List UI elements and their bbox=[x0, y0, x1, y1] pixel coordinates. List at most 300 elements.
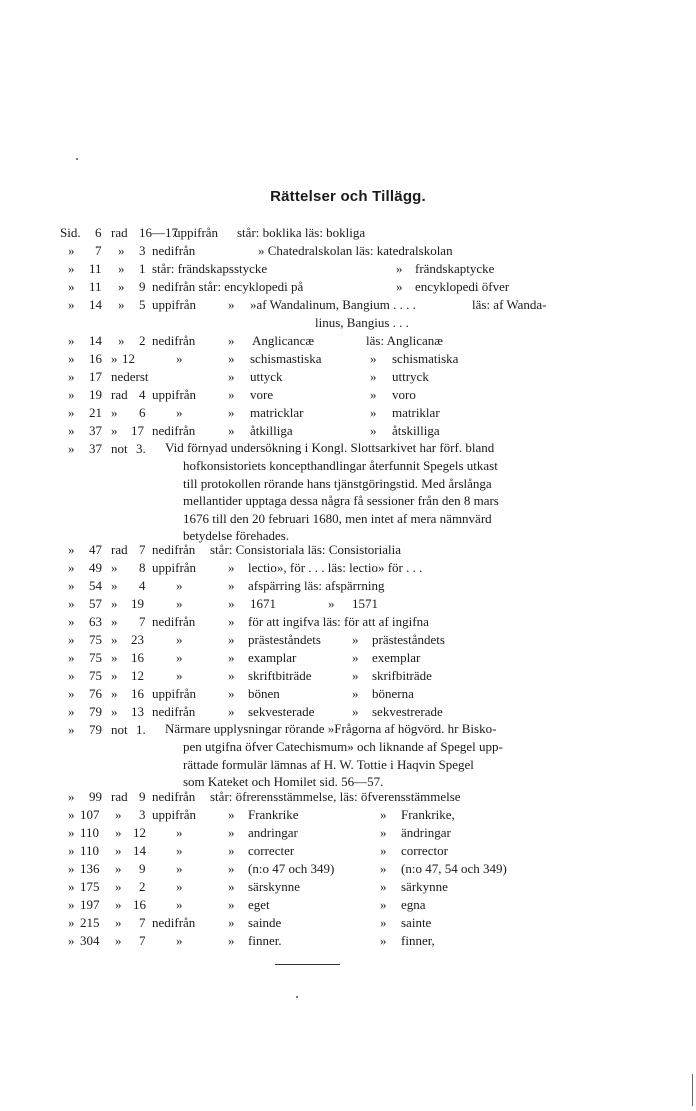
erroneous-form: Anglicancæ bbox=[252, 333, 315, 348]
errata-row bbox=[0, 806, 696, 823]
ditto-mark: » bbox=[68, 632, 75, 647]
ditto-mark: » bbox=[228, 351, 235, 366]
ditto-mark: » bbox=[68, 279, 75, 294]
ditto-mark: » bbox=[176, 861, 183, 876]
line-number: 16 bbox=[133, 897, 146, 912]
ditto-mark: » bbox=[228, 369, 235, 384]
ditto-mark: » bbox=[228, 668, 235, 683]
ditto-mark: » bbox=[176, 351, 183, 366]
page-number: 57 bbox=[89, 596, 102, 611]
ditto-mark: » bbox=[111, 351, 118, 366]
ditto-mark: » bbox=[380, 843, 387, 858]
erroneous-form: sainde bbox=[248, 915, 282, 930]
direction: uppifrån bbox=[152, 387, 197, 402]
errata-row bbox=[0, 242, 696, 259]
ditto-mark: » bbox=[68, 915, 75, 930]
correct-form: sainte bbox=[401, 915, 432, 930]
line-number: 12 bbox=[133, 825, 146, 840]
ditto-mark: » bbox=[115, 879, 122, 894]
end-rule bbox=[275, 964, 340, 965]
direction: nedifrån bbox=[152, 542, 196, 557]
ditto-mark: » bbox=[118, 261, 125, 276]
errata-row bbox=[0, 667, 696, 684]
direction: nedifrån bbox=[152, 423, 196, 438]
erroneous-form: correcter bbox=[248, 843, 295, 858]
page-number: 14 bbox=[89, 333, 102, 348]
note-line: Närmare upplysningar rörande »Frågorna af högvörd. hr Bisko- bbox=[165, 721, 497, 736]
note-line: pen utgifna öfver Catechismum» och liknande af Spegel upp- bbox=[183, 739, 503, 754]
ditto-mark: » bbox=[176, 668, 183, 683]
erroneous-form: andringar bbox=[248, 825, 298, 840]
errata-row bbox=[0, 896, 696, 913]
ditto-mark: » bbox=[115, 807, 122, 822]
correction-text: » Chatedralskolan läs: katedralskolan bbox=[258, 243, 453, 258]
errata-row bbox=[0, 613, 696, 630]
page-number: 76 bbox=[89, 686, 102, 701]
correct-form: Frankrike, bbox=[401, 807, 455, 822]
direction: uppifrån bbox=[152, 560, 197, 575]
ditto-mark: » bbox=[352, 668, 359, 683]
ditto-mark: » bbox=[111, 560, 118, 575]
ditto-mark: » bbox=[115, 897, 122, 912]
correct-form: sekvestrerade bbox=[372, 704, 443, 719]
line-number: 19 bbox=[131, 596, 144, 611]
line-number: 6 bbox=[139, 405, 146, 420]
line-number: 8 bbox=[139, 560, 146, 575]
ditto-mark: » bbox=[68, 387, 75, 402]
errata-row bbox=[0, 932, 696, 949]
ditto-mark: » bbox=[352, 704, 359, 719]
ditto-mark: » bbox=[111, 614, 118, 629]
correct-form: uttryck bbox=[392, 369, 429, 384]
page-number: 7 bbox=[95, 243, 102, 258]
ditto-mark: » bbox=[228, 650, 235, 665]
ditto-mark: » bbox=[118, 243, 125, 258]
page-number: 16 bbox=[89, 351, 102, 366]
correct-form: matriklar bbox=[392, 405, 440, 420]
erroneous-form: Frankrike bbox=[248, 807, 299, 822]
line-number: 4 bbox=[139, 387, 146, 402]
ditto-mark: » bbox=[68, 351, 75, 366]
correct-form: prästeståndets bbox=[372, 632, 445, 647]
page-number: 215 bbox=[80, 915, 100, 930]
line-number: 2 bbox=[139, 879, 146, 894]
erroneous-form: sekvesterade bbox=[248, 704, 315, 719]
rad-label: rad bbox=[111, 789, 128, 804]
page-number: 197 bbox=[80, 897, 100, 912]
note-79-text bbox=[165, 720, 569, 738]
note-line: rättade formulär lämnas af H. W. Tottie i Haqvin Spegel bbox=[183, 756, 474, 772]
ditto-mark: » bbox=[228, 423, 235, 438]
line-number: 9 bbox=[139, 279, 146, 294]
ditto-mark: » bbox=[176, 897, 183, 912]
errata-row bbox=[0, 788, 696, 805]
ditto-mark: » bbox=[228, 704, 235, 719]
errata-row bbox=[0, 350, 696, 367]
erroneous-form: finner. bbox=[248, 933, 282, 948]
ditto-mark: » bbox=[68, 423, 75, 438]
page-number: 17 bbox=[89, 369, 102, 384]
ditto-mark: » bbox=[176, 405, 183, 420]
correct-form: bönerna bbox=[372, 686, 414, 701]
ditto-mark: » bbox=[228, 807, 235, 822]
errata-row bbox=[0, 260, 696, 277]
ditto-mark: » bbox=[396, 261, 403, 276]
ditto-mark: » bbox=[115, 843, 122, 858]
ditto-mark: » bbox=[380, 933, 387, 948]
erroneous-form: skriftbiträde bbox=[248, 668, 312, 683]
ditto-mark: » bbox=[115, 933, 122, 948]
erroneous-form: lectio», för . . . läs: lectio» för . . . bbox=[248, 560, 423, 575]
ditto-mark: » bbox=[68, 297, 75, 312]
correct-form: linus, Bangius . . . bbox=[315, 315, 409, 330]
correction-text: står: öfrerensstämmelse, läs: öfverensstämmelse bbox=[210, 789, 461, 804]
line-number: 1 bbox=[139, 261, 146, 276]
erroneous-form: »af Wandalinum, Bangium . . . . bbox=[250, 297, 416, 312]
erroneous-form: vore bbox=[250, 387, 274, 402]
ditto-mark: » bbox=[176, 632, 183, 647]
page-number: 110 bbox=[80, 843, 100, 858]
ditto-mark: » bbox=[68, 333, 75, 348]
correct-form: åtskilliga bbox=[392, 423, 440, 438]
note-37-text bbox=[183, 457, 569, 545]
ditto-mark: » bbox=[118, 297, 125, 312]
line-number: 9 bbox=[139, 789, 146, 804]
ditto-mark: » bbox=[176, 596, 183, 611]
ditto-mark: » bbox=[176, 578, 183, 593]
rad-label: rad bbox=[111, 542, 128, 557]
ditto-mark: » bbox=[68, 614, 75, 629]
ditto-mark: » bbox=[111, 596, 118, 611]
correct-form: voro bbox=[392, 387, 416, 402]
note-37-text bbox=[165, 439, 569, 457]
ditto-mark: » bbox=[370, 351, 377, 366]
page-number: 11 bbox=[89, 279, 102, 294]
line-number: 12 bbox=[122, 351, 135, 366]
ditto-mark: » bbox=[111, 686, 118, 701]
errata-row bbox=[0, 422, 696, 439]
errata-row bbox=[0, 631, 696, 648]
line-number: 17 bbox=[131, 423, 144, 438]
note-line: till protokollen rörande hans tjänstgöringstid. Med årslånga bbox=[183, 475, 492, 491]
ditto-mark: » bbox=[68, 650, 75, 665]
ditto-mark: » bbox=[380, 897, 387, 912]
note-79-text bbox=[183, 738, 569, 791]
page-number: 21 bbox=[89, 405, 102, 420]
ditto-mark: » bbox=[111, 423, 118, 438]
ditto-mark: » bbox=[228, 614, 235, 629]
ditto-mark: » bbox=[396, 279, 403, 294]
direction: uppifrån bbox=[152, 807, 197, 822]
ditto-mark: » bbox=[68, 789, 75, 804]
line-number: 12 bbox=[131, 668, 144, 683]
ditto-mark: » bbox=[111, 578, 118, 593]
page-number: 136 bbox=[80, 861, 100, 876]
line-number: 16 bbox=[131, 650, 144, 665]
ditto-mark: » bbox=[68, 243, 75, 258]
ditto-mark: » bbox=[380, 879, 387, 894]
correct-form: corrector bbox=[401, 843, 448, 858]
correct-form: encyklopedi öfver bbox=[415, 279, 510, 294]
line-number: 2 bbox=[139, 333, 146, 348]
ditto-mark: » bbox=[68, 578, 75, 593]
errata-row bbox=[0, 224, 696, 241]
line-number: 7 bbox=[139, 614, 146, 629]
ditto-mark: » bbox=[328, 596, 335, 611]
errata-row bbox=[0, 685, 696, 702]
ditto-mark: » bbox=[176, 879, 183, 894]
page-number: 54 bbox=[89, 578, 102, 593]
correct-form: särkynne bbox=[401, 879, 448, 894]
ditto-mark: » bbox=[380, 807, 387, 822]
ditto-mark: » bbox=[115, 915, 122, 930]
page-number: 37 bbox=[89, 441, 102, 456]
errata-row bbox=[0, 332, 696, 349]
errata-row bbox=[0, 577, 696, 594]
ditto-mark: » bbox=[68, 722, 75, 737]
page-number: 37 bbox=[89, 423, 102, 438]
direction: uppifrån bbox=[152, 686, 197, 701]
direction: nedifrån bbox=[152, 243, 196, 258]
direction: nedifrån bbox=[152, 333, 196, 348]
page-number: 6 bbox=[95, 225, 102, 240]
note-line: mellantider upptaga dessa några få sessioner från den 8 mars bbox=[183, 493, 499, 508]
note-line: hofkonsistoriets koncepthandlingar återfunnit Spegels utkast bbox=[183, 458, 498, 473]
errata-row bbox=[0, 559, 696, 576]
direction: uppifrån bbox=[152, 297, 197, 312]
note-label: not bbox=[111, 441, 128, 456]
page-number: 63 bbox=[89, 614, 102, 629]
line-number: 13 bbox=[131, 704, 144, 719]
errata-row bbox=[0, 296, 696, 313]
errata-row bbox=[0, 914, 696, 931]
erroneous-form: uttyck bbox=[250, 369, 283, 384]
correction-text: står: boklika läs: bokliga bbox=[237, 225, 366, 240]
ditto-mark: » bbox=[118, 279, 125, 294]
erroneous-form: (n:o 47 och 349) bbox=[248, 861, 335, 876]
line-number: 5 bbox=[139, 297, 146, 312]
correct-form: frändskaptycke bbox=[415, 261, 495, 276]
sid-label: Sid. bbox=[60, 225, 81, 240]
correct-form: ändringar bbox=[401, 825, 451, 840]
nederst-label: nederst bbox=[111, 369, 149, 384]
erroneous-form: bönen bbox=[248, 686, 280, 701]
ditto-mark: » bbox=[176, 843, 183, 858]
ditto-mark: » bbox=[115, 825, 122, 840]
page-number: 75 bbox=[89, 668, 102, 683]
ditto-mark: » bbox=[68, 879, 75, 894]
correction-text: står: frändskapsstycke bbox=[152, 261, 268, 276]
direction: uppifrån bbox=[174, 225, 219, 240]
correct-form: 1571 bbox=[352, 596, 378, 611]
page-number: 175 bbox=[80, 879, 100, 894]
erroneous-form: för att ingifva läs: för att af ingifna bbox=[248, 614, 429, 629]
ditto-mark: » bbox=[228, 387, 235, 402]
errata-row bbox=[0, 649, 696, 666]
ditto-mark: » bbox=[68, 861, 75, 876]
direction: nedifrån bbox=[152, 614, 196, 629]
ditto-mark: » bbox=[228, 879, 235, 894]
ditto-mark: » bbox=[228, 915, 235, 930]
ditto-mark: » bbox=[68, 261, 75, 276]
ditto-mark: » bbox=[111, 405, 118, 420]
line-number: 4 bbox=[139, 578, 146, 593]
note-number: 3. bbox=[136, 441, 146, 456]
direction: nedifrån bbox=[152, 915, 196, 930]
ditto-mark: » bbox=[228, 825, 235, 840]
errata-row bbox=[0, 824, 696, 841]
note-label: not bbox=[111, 722, 128, 737]
rad-label: rad bbox=[111, 225, 128, 240]
ditto-mark: » bbox=[352, 632, 359, 647]
line-number: 7 bbox=[139, 933, 146, 948]
ditto-mark: » bbox=[68, 686, 75, 701]
errata-row bbox=[0, 878, 696, 895]
ditto-mark: » bbox=[68, 825, 75, 840]
page-number: 79 bbox=[89, 704, 102, 719]
page-number: 19 bbox=[89, 387, 102, 402]
ditto-mark: » bbox=[68, 596, 75, 611]
correct-form: (n:o 47, 54 och 349) bbox=[401, 861, 507, 876]
line-number: 3 bbox=[139, 807, 146, 822]
correction-text: nedifrån står: encyklopedi på bbox=[152, 279, 304, 294]
ditto-mark: » bbox=[228, 632, 235, 647]
ditto-mark: » bbox=[228, 578, 235, 593]
correct-form: exemplar bbox=[372, 650, 421, 665]
erroneous-form: matricklar bbox=[250, 405, 304, 420]
ditto-mark: » bbox=[111, 704, 118, 719]
page-number: 47 bbox=[89, 542, 102, 557]
line-number: 7 bbox=[139, 915, 146, 930]
erroneous-form: särskynne bbox=[248, 879, 300, 894]
line-number: 16—17 bbox=[139, 225, 178, 240]
ditto-mark: » bbox=[68, 668, 75, 683]
ditto-mark: » bbox=[228, 861, 235, 876]
correct-form: läs: Anglicanæ bbox=[366, 333, 443, 348]
ditto-mark: » bbox=[228, 560, 235, 575]
line-number: 9 bbox=[139, 861, 146, 876]
page-number: 11 bbox=[89, 261, 102, 276]
page-number: 304 bbox=[80, 933, 100, 948]
ditto-mark: » bbox=[228, 405, 235, 420]
ditto-mark: » bbox=[380, 915, 387, 930]
direction: nedifrån bbox=[152, 789, 196, 804]
ditto-mark: » bbox=[176, 650, 183, 665]
errata-row bbox=[0, 842, 696, 859]
line-number: 7 bbox=[139, 542, 146, 557]
ditto-mark: » bbox=[228, 843, 235, 858]
correct-form: schismatiska bbox=[392, 351, 459, 366]
ditto-mark: » bbox=[68, 843, 75, 858]
direction: nedifrån bbox=[152, 704, 196, 719]
note-line: betydelse förehades. bbox=[183, 528, 290, 543]
erroneous-form: examplar bbox=[248, 650, 297, 665]
ditto-mark: » bbox=[68, 441, 75, 456]
ditto-mark: » bbox=[176, 933, 183, 948]
ditto-mark: » bbox=[68, 897, 75, 912]
ditto-mark: » bbox=[228, 897, 235, 912]
page-number: 75 bbox=[89, 650, 102, 665]
ditto-mark: » bbox=[115, 861, 122, 876]
erroneous-form: åtkilliga bbox=[250, 423, 293, 438]
note-line: 1676 till den 20 februari 1680, men intet af mera nämnvärd bbox=[183, 510, 492, 526]
erroneous-form: 1671 bbox=[250, 596, 276, 611]
ditto-mark: » bbox=[370, 387, 377, 402]
speck-mark bbox=[296, 996, 298, 998]
erroneous-form: schismastiska bbox=[250, 351, 322, 366]
ditto-mark: » bbox=[68, 933, 75, 948]
note-line: Vid förnyad undersökning i Kongl. Slottsarkivet har förf. bland bbox=[165, 440, 495, 455]
page-number: 110 bbox=[80, 825, 100, 840]
erroneous-form: prästeståndets bbox=[248, 632, 321, 647]
line-number: 23 bbox=[131, 632, 144, 647]
ditto-mark: » bbox=[380, 825, 387, 840]
page-number: 79 bbox=[89, 722, 102, 737]
page-title: Rättelser och Tillägg. bbox=[270, 188, 426, 205]
note-number: 1. bbox=[136, 722, 146, 737]
rad-label: rad bbox=[111, 387, 128, 402]
page-number: 14 bbox=[89, 297, 102, 312]
ditto-mark: » bbox=[68, 560, 75, 575]
errata-row bbox=[0, 278, 696, 295]
ditto-mark: » bbox=[352, 650, 359, 665]
errata-row bbox=[0, 404, 696, 421]
ditto-mark: » bbox=[111, 668, 118, 683]
ditto-mark: » bbox=[68, 405, 75, 420]
ditto-mark: » bbox=[118, 333, 125, 348]
ditto-mark: » bbox=[370, 423, 377, 438]
ditto-mark: » bbox=[68, 369, 75, 384]
page-number: 49 bbox=[89, 560, 102, 575]
ditto-mark: » bbox=[370, 405, 377, 420]
page-number: 75 bbox=[89, 632, 102, 647]
errata-row bbox=[0, 386, 696, 403]
ditto-mark: » bbox=[228, 686, 235, 701]
page-number: 107 bbox=[80, 807, 100, 822]
line-number: 3 bbox=[139, 243, 146, 258]
ditto-mark: » bbox=[228, 297, 235, 312]
ditto-mark: » bbox=[352, 686, 359, 701]
ditto-mark: » bbox=[111, 650, 118, 665]
ditto-mark: » bbox=[111, 632, 118, 647]
ditto-mark: » bbox=[228, 333, 235, 348]
erroneous-form: afspärring läs: afspärrning bbox=[248, 578, 385, 593]
errata-row-continuation bbox=[0, 314, 696, 331]
erroneous-form: eget bbox=[248, 897, 270, 912]
line-number: 14 bbox=[133, 843, 146, 858]
correct-form: egna bbox=[401, 897, 426, 912]
speck-mark bbox=[76, 158, 78, 160]
note-line: som Kateket och Homilet sid. 56—57. bbox=[183, 774, 384, 789]
page-number: 99 bbox=[89, 789, 102, 804]
line-number: 16 bbox=[131, 686, 144, 701]
errata-row bbox=[0, 595, 696, 612]
errata-row bbox=[0, 860, 696, 877]
ditto-mark: » bbox=[176, 825, 183, 840]
ditto-mark: » bbox=[68, 807, 75, 822]
ditto-mark: » bbox=[228, 596, 235, 611]
ditto-mark: » bbox=[380, 861, 387, 876]
errata-row bbox=[0, 703, 696, 720]
page-edge-mark bbox=[692, 1074, 693, 1106]
ditto-mark: » bbox=[68, 704, 75, 719]
ditto-mark: » bbox=[370, 369, 377, 384]
ditto-mark: » bbox=[68, 542, 75, 557]
errata-row bbox=[0, 368, 696, 385]
correct-form: läs: af Wanda- bbox=[472, 297, 547, 312]
errata-row bbox=[0, 541, 696, 558]
correction-text: står: Consistoriala läs: Consistorialia bbox=[210, 542, 402, 557]
